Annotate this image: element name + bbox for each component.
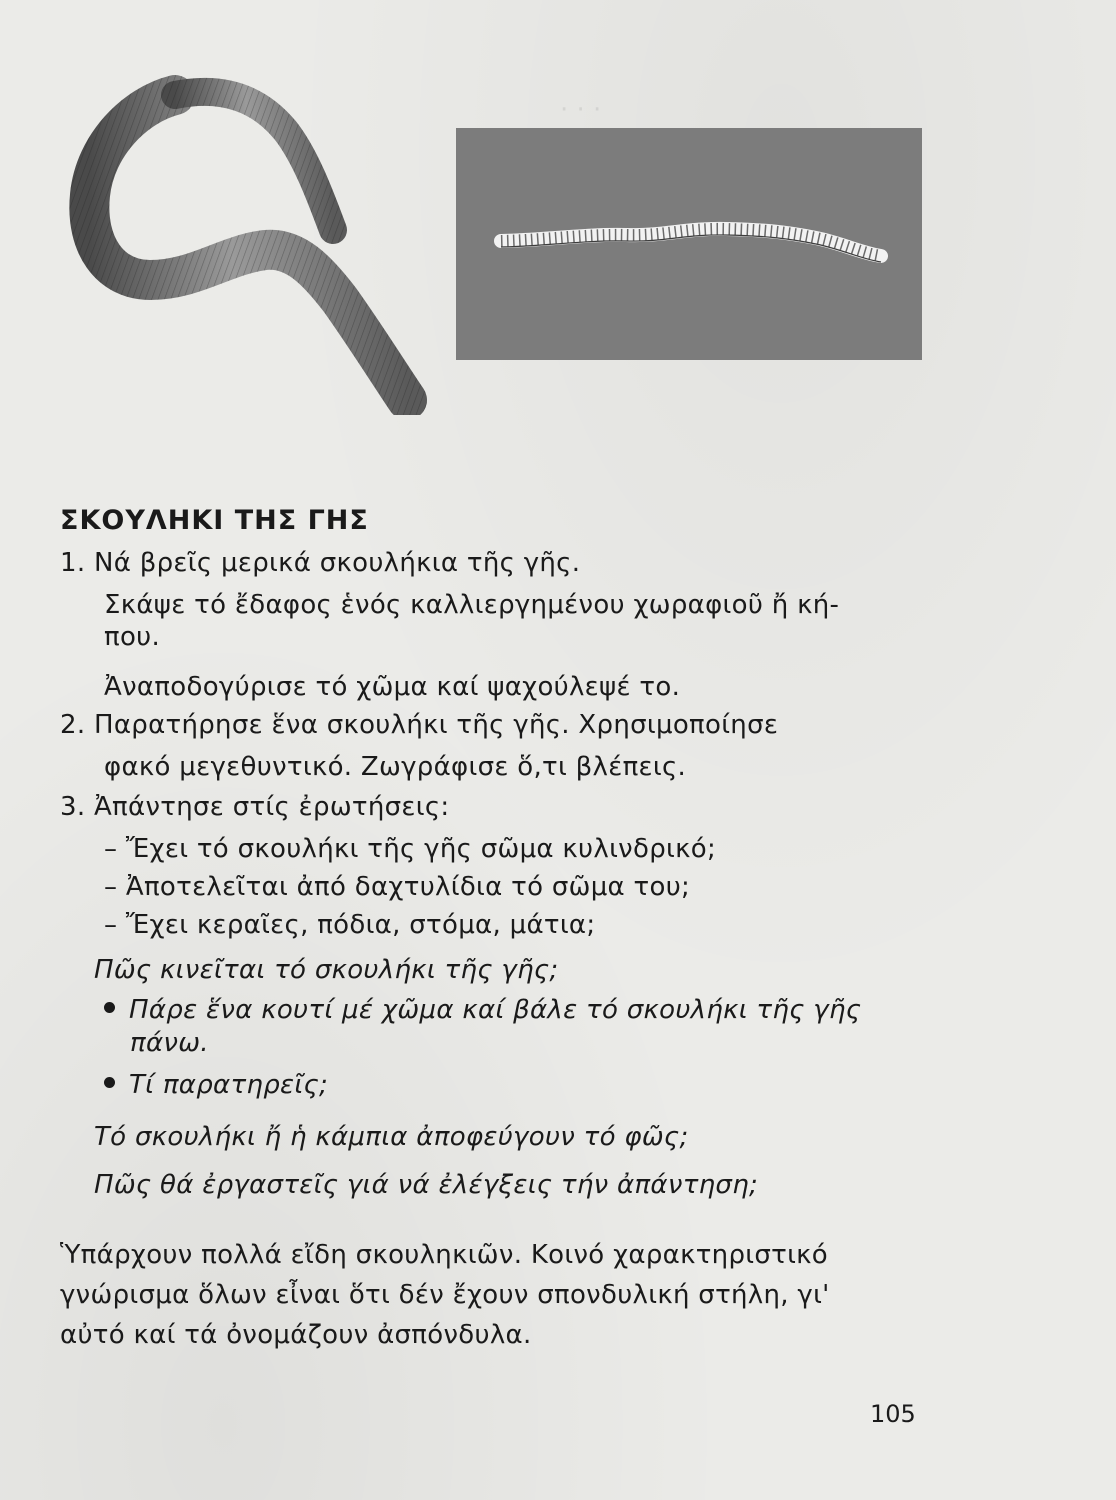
earthworm-photo xyxy=(456,128,922,360)
text-line: – Ἔχει κεραῖες, πόδια, στόμα, μάτια; xyxy=(104,910,596,940)
text-line: – Ἀποτελεῖται ἀπό δαχτυλίδια τό σῶμα του; xyxy=(104,872,691,902)
bleed-through-text: · · · xyxy=(560,95,602,125)
text-line: Πῶς κινεῖται τό σκουλήκι τῆς γῆς; xyxy=(94,955,559,985)
text-line: Πῶς θά ἐργαστεῖς γιά νά ἐλέγξεις τήν ἀπάντηση; xyxy=(94,1170,759,1200)
text-line: πάνω. xyxy=(130,1028,209,1058)
text-line: Ἀναποδογύρισε τό χῶμα καί ψαχούλεψέ το. xyxy=(104,672,681,702)
bullet-text: Πάρε ἕνα κουτί μέ χῶμα καί βάλε τό σκουλήκι τῆς γῆς xyxy=(129,995,862,1025)
text-line: – Ἔχει τό σκουλήκι τῆς γῆς σῶμα κυλινδρικό; xyxy=(104,834,717,864)
page-number: 105 xyxy=(870,1400,916,1428)
bullet-text: Τί παρατηρεῖς; xyxy=(129,1070,329,1100)
text-line: Ὑπάρχουν πολλά εἴδη σκουληκιῶν. Κοινό χαρακτηριστικό xyxy=(60,1240,828,1270)
bullet-icon xyxy=(104,1002,115,1013)
text-line: φακό μεγεθυντικό. Ζωγράφισε ὅ,τι βλέπεις. xyxy=(104,752,687,782)
text-line: Τό σκουλήκι ἤ ἡ κάμπια ἀποφεύγουν τό φῶς; xyxy=(94,1122,689,1152)
earthworm-drawing xyxy=(55,55,435,415)
bullet-item xyxy=(104,1070,328,1100)
text-line: Σκάψε τό ἔδαφος ἑνός καλλιεργημένου χωραφιοῦ ἤ κή- xyxy=(104,590,840,620)
bullet-item xyxy=(104,995,861,1025)
section-heading: ΣΚΟΥΛΗΚΙ ΤΗΣ ΓΗΣ xyxy=(60,505,369,536)
text-line: που. xyxy=(104,622,161,652)
text-line: 2. Παρατήρησε ἕνα σκουλήκι τῆς γῆς. Χρησιμοποίησε xyxy=(60,710,779,740)
bullet-icon xyxy=(104,1077,115,1088)
text-line: αὐτό καί τά ὀνομάζουν ἀσπόνδυλα. xyxy=(60,1320,532,1350)
text-line: 3. Ἀπάντησε στίς ἐρωτήσεις: xyxy=(60,792,450,822)
text-line: γνώρισμα ὅλων εἶναι ὅτι δέν ἔχουν σπονδυλική στήλη, γι' xyxy=(60,1280,830,1310)
text-line: 1. Νά βρεῖς μερικά σκουλήκια τῆς γῆς. xyxy=(60,548,581,578)
